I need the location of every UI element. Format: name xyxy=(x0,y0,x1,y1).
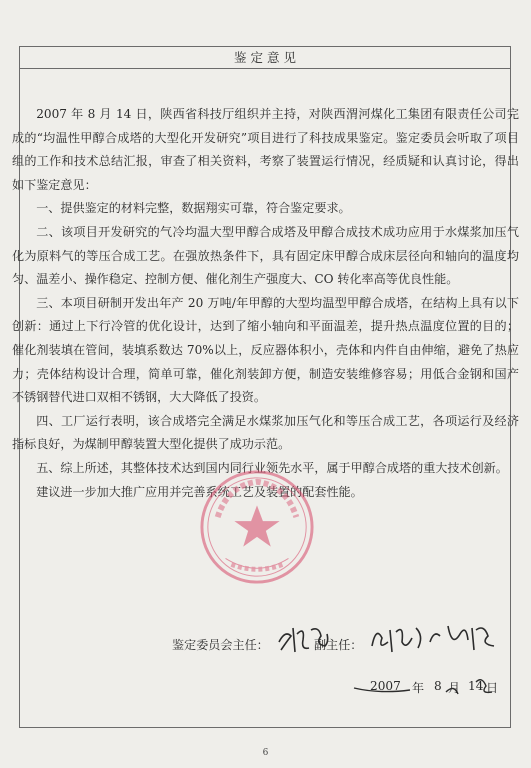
paragraph-intro: 2007 年 8 月 14 日，陕西省科技厅组织并主持，对陕西渭河煤化工集团有限责任公司完成的“均温性甲醇合成塔的大型化开发研究”项目进行了科技成果鉴定。鉴定委员会听取了项目组的工作和技术总结汇报，审查了相关资料，考察了装置运行情况，经质疑和认真讨论，得出如下鉴定意见： xyxy=(12,107,519,192)
paragraph-3: 三、本项目研制开发出年产 20 万吨/年甲醇的大型均温型甲醇合成塔，在结构上具有以下创新：通过上下行冷管的优化设计，达到了缩小轴向和平面温差，提升热点温度位置的目的；催化剂装填在管间，装填系数达 70%以上，反应器体积小，壳体和内件自由伸缩，避免了热应力；壳体结构设计合理，简单可靠，催化剂装卸方便，制造安装维修容易；用低合金钢和国产不锈钢替代进口双相不锈钢，大大降低了投资。 xyxy=(12,295,519,405)
date-month-suffix: 月 xyxy=(448,681,461,695)
section-title: 鉴 定 意 见 xyxy=(234,50,296,65)
paragraph-recommendation: 建议进一步加大推广应用并完善系统工艺及装置的配套性能。 xyxy=(36,484,363,499)
section-header xyxy=(20,47,510,69)
page-number: 6 xyxy=(262,748,269,758)
official-seal xyxy=(198,468,316,586)
date-year: 2007 xyxy=(370,679,401,693)
chair-label: 鉴定委员会主任： xyxy=(172,638,269,652)
paragraph-2: 二、该项目开发研究的气冷均温大型甲醇合成塔及甲醇合成技术成功应用于水煤浆加压气化为原料气的等压合成工艺。在强放热条件下，具有固定床甲醇合成床层径向和轴向的温度均匀、温差小、操作稳定、控制方便、催化剂生产强度大、CO 转化率高等优良性能。 xyxy=(12,224,519,287)
date-year-suffix: 年 xyxy=(412,681,425,695)
appraisal-body xyxy=(12,103,519,504)
signature-date xyxy=(350,676,500,698)
paragraph-1: 一、提供鉴定的材料完整，数据翔实可靠，符合鉴定要求。 xyxy=(36,201,351,216)
paragraph-5: 五、综上所述，其整体技术达到国内同行业领先水平，属于甲醇合成塔的重大技术创新。 xyxy=(36,460,508,475)
date-day: 14 xyxy=(468,679,484,693)
paragraph-4: 四、工厂运行表明，该合成塔完全满足水煤浆加压气化和等压合成工艺，各项运行及经济指标良好，为煤制甲醇装置大型化提供了成功示范。 xyxy=(12,413,519,452)
vice-chair-handwritten-signature xyxy=(368,620,500,656)
date-month: 8 xyxy=(434,679,442,693)
date-day-suffix: 日 xyxy=(486,681,499,695)
signature-block xyxy=(172,628,502,664)
vice-chair-label: 副主任： xyxy=(314,638,363,652)
